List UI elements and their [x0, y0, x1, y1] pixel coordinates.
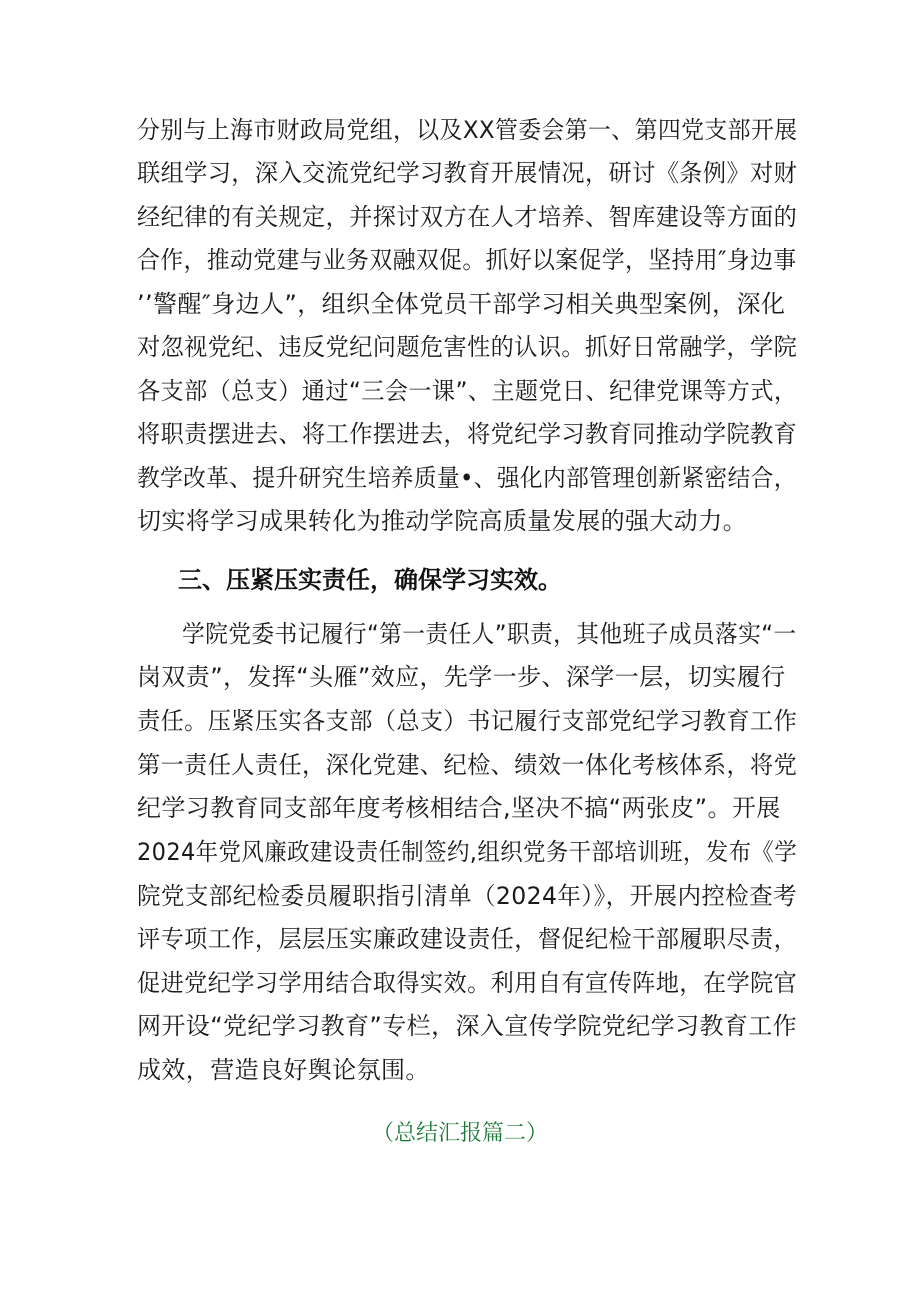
paragraph-line: 纪学习教育同支部年度考核相结合,坚决不搞“两张皮”。开展 [137, 794, 781, 822]
report-subtitle: （总结汇报篇二） [371, 1121, 548, 1146]
paragraph-line: 评专项工作，层层压实廉政建设责任，督促纪检干部履职尽责， [137, 925, 798, 953]
paragraph-line: ’’警醒″身边人”，组织全体党员干部学习相关典型案例，深化 [137, 290, 786, 318]
paragraph-line: 切实将学习成果转化为推动学院高质量发展的强大动力。 [137, 507, 747, 535]
paragraph-line: 教学改革、提升研究生培养质量•、强化内部管理创新紧密结合， [137, 464, 797, 492]
paragraph-line: 责任。压紧压实各支部（总支）书记履行支部党纪学习教育工作 [137, 707, 798, 735]
paragraph-line: 成效，营造良好舆论氛围。 [137, 1056, 430, 1084]
paragraph-line: 促进党纪学习学用结合取得实效。利用自有宣传阵地，在学院官 [137, 969, 798, 997]
paragraph-line: 第一责任人责任，深化党建、纪检、绩效一体化考核体系，将党 [137, 751, 798, 779]
paragraph-line: 合作，推动党建与业务双融双促。抓好以案促学，坚持用″身边事 [137, 246, 797, 274]
paragraph-line: 岗双责”，发挥“头雁”效应，先学一步、深学一层，切实履行 [137, 663, 786, 691]
paragraph-line: 分别与上海市财政局党组，以及XX管委会第一、第四党支部开展 [137, 116, 798, 144]
paragraph-line: 学院党委书记履行“第一责任人”职责，其他班子成员落实“一 [182, 620, 797, 648]
paragraph-line: 各支部（总支）通过“三会一课”、主题党日、纪律党课等方式， [137, 377, 798, 405]
paragraph-line: 院党支部纪检委员履职指引清单（2024年）》，开展内控检查考 [137, 882, 798, 910]
paragraph-line: 2024年党风廉政建设责任制签约,组织党务干部培训班，发布《学 [137, 838, 798, 866]
paragraph-line: 将职责摆进去、将工作摆进去，将党纪学习教育同推动学院教育 [137, 420, 798, 448]
paragraph-line: 联组学习，深入交流党纪学习教育开展情况，研讨《条例》对财 [137, 159, 798, 187]
paragraph-line: 网开设“党纪学习教育”专栏，深入宣传学院党纪学习教育工作 [137, 1012, 798, 1040]
paragraph-line: 对忽视党纪、违反党纪问题危害性的认识。抓好日常融学，学院 [137, 333, 798, 361]
paragraph-line: 经纪律的有关规定，并探讨双方在人才培养、智库建设等方面的 [137, 203, 798, 231]
section-heading: 三、压紧压实责任，确保学习实效。 [178, 566, 562, 594]
